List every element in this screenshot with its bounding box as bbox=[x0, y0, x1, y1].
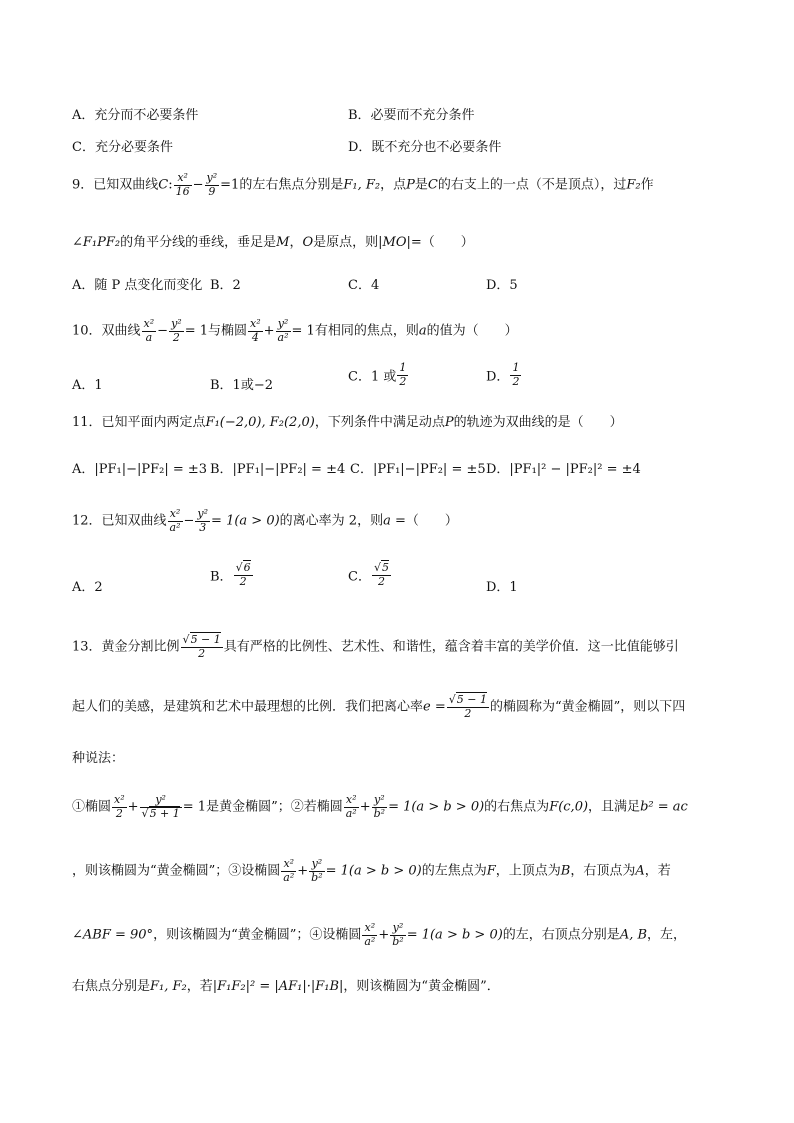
q12-frac-x: $\frac{\text{x²}}{\text{a²}}$ bbox=[169, 507, 181, 534]
q13-line-2 bbox=[72, 694, 734, 720]
q10-mid2: 有相同的焦点，则 bbox=[314, 323, 419, 339]
q12-option-b: B． $\frac{√6}{2}$ bbox=[210, 561, 251, 588]
q13-line-4: ①椭圆 $\frac{\text{x²}}{2}$ + $\frac{\text{y²}}{√5 + 1}$ = 1是黄金椭圆”；②若椭圆 $\frac{\text{x²}}{\text{a²}}$ + $\frac{\text{y²}}{\text{b²}}$ = 1(a > b > 0)的右焦点为F(c,0)，且满足b² = ac bbox=[72, 793, 688, 820]
q9-m: M bbox=[276, 235, 290, 250]
q13-l5a2: A bbox=[635, 863, 645, 879]
q13-line-1 bbox=[72, 634, 734, 660]
q10-option-c: C．1 或 $\frac{1}{2}$ bbox=[348, 361, 407, 388]
q13-l5f: F bbox=[486, 863, 496, 879]
q9-angle: ∠F₁PF₂ bbox=[72, 235, 121, 250]
q13-l6c: = 1(a > b > 0) bbox=[406, 927, 503, 943]
q9-mid7: 是原点，则 bbox=[313, 235, 379, 250]
q9-mid6: ， bbox=[289, 235, 303, 250]
q13-l1b: 具有严格的比例性、艺术性、和谐性，蕴含着丰富的美学价值．这一比值能够引 bbox=[223, 639, 679, 655]
q12-blank: （ ） bbox=[405, 513, 458, 529]
q13-frac6-y: $\frac{\text{y²}}{\text{b²}}$ bbox=[392, 921, 404, 948]
q12-option-c: C． $\frac{√5}{2}$ bbox=[348, 561, 389, 588]
q10-prefix: 10．双曲线 bbox=[72, 323, 141, 339]
q12-option-a: A．2 bbox=[72, 580, 103, 595]
q13-l7b: F₁, F₂ bbox=[150, 979, 187, 994]
q11-points: F₁(−2,0), F₂(2,0) bbox=[205, 415, 315, 430]
q10-option-a: A．1 bbox=[72, 378, 103, 393]
q10-mid1: 与椭圆 bbox=[208, 323, 248, 339]
q12-frac-y: $\frac{\text{y²}}{3}$ bbox=[197, 507, 209, 534]
q13-l5c: 的左焦点为 bbox=[421, 863, 487, 879]
q12-prefix: 12．已知双曲线 bbox=[72, 513, 167, 529]
q13-l7a: 右焦点分别是 bbox=[72, 979, 151, 994]
q13-line-6: ∠ABF = 90°，则该椭圆为“黄金椭圆”；④设椭圆 $\frac{\text{x²}}{\text{a²}}$ + $\frac{\text{y²}}{\text{b²}}$ = 1(a > b > 0)的左，右顶点分别是A, B，左， bbox=[72, 921, 687, 948]
q13-frac-x2: $\frac{\text{x²}}{2}$ bbox=[114, 793, 125, 820]
q11-option-b: B．|PF₁|−|PF₂| = ±4 bbox=[210, 462, 346, 477]
q9-option-d: D．5 bbox=[486, 278, 518, 293]
q10-frac-y2: $\frac{\text{y²}}{\text{a²}}$ bbox=[277, 317, 289, 344]
q11-text3: 的轨迹为双曲线的是（ ） bbox=[453, 415, 623, 430]
q9-o: O bbox=[302, 235, 314, 250]
q13-frac5-y: $\frac{\text{y²}}{\text{b²}}$ bbox=[311, 857, 323, 884]
q11-option-d: D．|PF₁|² − |PF₂|² = ±4 bbox=[486, 462, 641, 477]
q9-foci: F₁, F₂ bbox=[343, 177, 381, 193]
q11-line-1 bbox=[72, 416, 734, 429]
q13-eccentricity: $\frac{√5 - 1}{2}$ bbox=[448, 693, 487, 720]
q10-a: a bbox=[418, 323, 427, 339]
q13-l5d: ，上顶点为 bbox=[495, 863, 561, 879]
q9-mid4: 的右支上的一点（不是顶点），过 bbox=[437, 177, 627, 193]
q13-l4a: ①椭圆 bbox=[72, 799, 112, 815]
q13-l7e: ，则该椭圆为“黄金椭圆”． bbox=[343, 979, 500, 994]
q9-option-a: A．随 P 点变化而变化 bbox=[72, 278, 203, 293]
q13-l7d: |F₁F₂|² = |AF₁|·|F₁B| bbox=[212, 979, 344, 994]
q13-l5b2: B bbox=[560, 863, 571, 879]
q13-frac6-x: $\frac{\text{x²}}{\text{a²}}$ bbox=[364, 921, 376, 948]
q13-line-7 bbox=[72, 980, 734, 993]
q9-mid5: 的角平分线的垂线，垂足是 bbox=[120, 235, 277, 250]
q12-cond: = 1(a > 0) bbox=[211, 513, 280, 529]
q13-l6a: ∠ABF = 90° bbox=[72, 927, 154, 943]
q12-line-1: 12．已知双曲线 $\frac{\text{x²}}{\text{a²}}$ − $\frac{\text{y²}}{3}$ = 1(a > 0)的离心率为 2，则a =（ ） bbox=[72, 507, 458, 534]
q9-f2: F₂ bbox=[626, 177, 641, 193]
q13-line-3: 种说法： bbox=[72, 751, 125, 766]
q9-blank: （ ） bbox=[421, 235, 474, 250]
q10-option-d: D． $\frac{1}{2}$ bbox=[486, 361, 520, 388]
q10-frac-x: $\frac{\text{x²}}{a}$ bbox=[143, 317, 155, 344]
q13-l2e: e = bbox=[423, 699, 446, 715]
q13-frac-xa: $\frac{\text{x²}}{\text{a²}}$ bbox=[345, 793, 357, 820]
q13-l5b: = 1(a > b > 0) bbox=[325, 863, 422, 879]
q10-frac-x2: $\frac{\text{x²}}{4}$ bbox=[250, 317, 261, 344]
q13-l6d: 的左，右顶点分别是 bbox=[502, 927, 620, 943]
q12-option-d: D．1 bbox=[486, 580, 518, 595]
q9-mid1: 的左右焦点分别是 bbox=[239, 177, 344, 193]
q9-mid3: 是 bbox=[414, 177, 428, 193]
q10-line-1: 10．双曲线 $\frac{\text{x²}}{a}$ − $\frac{\text{y²}}{2}$ = 1与椭圆 $\frac{\text{x²}}{4}$ + $\frac{\text{y²}}{\text{a²}}$ = 1有相同的焦点，则a的值为（ ） bbox=[72, 317, 518, 344]
q10-option-b: B．1或−2 bbox=[210, 378, 273, 393]
q13-line-5: ，则该椭圆为“黄金椭圆”；③设椭圆 $\frac{\text{x²}}{\text{a²}}$ + $\frac{\text{y²}}{\text{b²}}$ = 1(a > b > 0)的左焦点为F，上顶点为B，右顶点为A，若 bbox=[72, 857, 671, 884]
q10-frac-y: $\frac{\text{y²}}{2}$ bbox=[171, 317, 182, 344]
q13-l4b: = 1是黄金椭圆”；②若椭圆 bbox=[182, 799, 343, 815]
q9-frac-x: $\frac{\text{x²}}{16}$ bbox=[175, 171, 190, 198]
q9-line-2 bbox=[72, 236, 734, 249]
q13-l2a: 起人们的美感，是建筑和艺术中最理想的比例．我们把离心率 bbox=[72, 699, 424, 715]
q13-l5g: ，若 bbox=[644, 863, 671, 879]
q9-mo: |MO|= bbox=[378, 235, 422, 250]
q8-option-d: D．既不充分也不必要条件 bbox=[348, 140, 502, 155]
q13-l4h: b² = ac bbox=[640, 799, 688, 815]
q9-line-1: 9．已知双曲线C: $\frac{\text{x²}}{16}$ − $\frac{\text{y²}}{9}$ =1的左右焦点分别是F₁, F₂，点P是C的右支上的一点（不是顶点），过F₂作 bbox=[72, 171, 654, 198]
q9-mid2: ，点 bbox=[380, 177, 407, 193]
q13-l4d: 的右焦点为 bbox=[484, 799, 550, 815]
q11-option-a: A．|PF₁|−|PF₂| = ±3 bbox=[72, 462, 208, 477]
q13-l5e: ，右顶点为 bbox=[570, 863, 636, 879]
q9-eq-one: =1 bbox=[220, 177, 240, 193]
q13-l1a: 13．黄金分割比例 bbox=[72, 639, 180, 655]
q12-ask: a = bbox=[383, 513, 406, 529]
q13-golden-ratio: $\frac{√5 - 1}{2}$ bbox=[182, 633, 221, 660]
q11-text1: 11．已知平面内两定点 bbox=[72, 415, 206, 430]
q13-l4g: ，且满足 bbox=[588, 799, 641, 815]
q13-l6e: A, B bbox=[619, 927, 648, 943]
q11-text2: ，下列条件中满足动点 bbox=[314, 415, 445, 430]
q9-prefix: 9．已知双曲线 bbox=[72, 177, 159, 193]
q13-l6b: ，则该椭圆为“黄金椭圆”；④设椭圆 bbox=[153, 927, 362, 943]
q13-l4f: F(c,0) bbox=[549, 799, 589, 815]
q11-option-c: C．|PF₁|−|PF₂| = ±5 bbox=[350, 462, 486, 477]
q12-mid: 的离心率为 2，则 bbox=[279, 513, 384, 529]
q13-frac5-x: $\frac{\text{x²}}{\text{a²}}$ bbox=[283, 857, 295, 884]
q9-option-b: B．2 bbox=[210, 278, 241, 293]
q8-option-b: B．必要而不充分条件 bbox=[348, 108, 475, 123]
q9-c2: C bbox=[427, 177, 438, 193]
q11-p: P bbox=[444, 415, 454, 430]
q9-option-c: C．4 bbox=[348, 278, 380, 293]
q13-l4c: = 1(a > b > 0) bbox=[388, 799, 485, 815]
q13-l5a: ，则该椭圆为“黄金椭圆”；③设椭圆 bbox=[72, 863, 281, 879]
q13-l2b: 的椭圆称为“黄金椭圆”，则以下四 bbox=[489, 699, 686, 715]
q13-l7c: ，若 bbox=[186, 979, 213, 994]
q8-option-c: C．充分必要条件 bbox=[72, 140, 173, 155]
q9-frac-y: $\frac{\text{y²}}{9}$ bbox=[206, 171, 218, 198]
q9-end1: 作 bbox=[640, 177, 654, 193]
q10-end: 的值为（ ） bbox=[426, 323, 518, 339]
q9-p: P bbox=[406, 177, 415, 193]
q8-option-a: A．充分而不必要条件 bbox=[72, 108, 199, 123]
q13-frac-yb: $\frac{\text{y²}}{\text{b²}}$ bbox=[373, 793, 386, 820]
q9-curve: C bbox=[158, 177, 169, 193]
q13-l6f: ，左， bbox=[647, 927, 687, 943]
q13-frac-y2: $\frac{\text{y²}}{√5 + 1}$ bbox=[141, 793, 180, 820]
